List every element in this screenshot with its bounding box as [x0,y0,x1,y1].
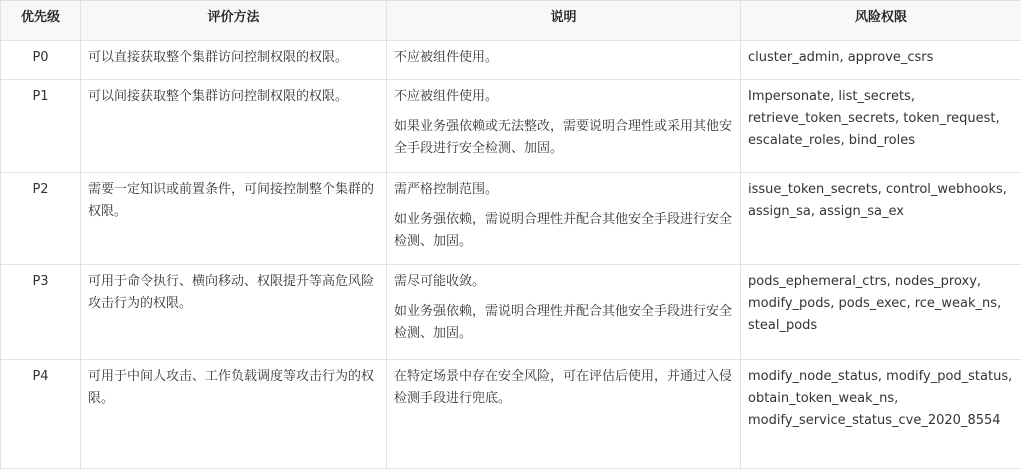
method-cell: 可用于中间人攻击、工作负载调度等攻击行为的权限。 [81,360,387,469]
description-cell [387,173,741,265]
priority-cell: P4 [1,360,81,469]
description-cell [387,265,741,360]
permissions-cell: issue_token_secrets, control_webhooks, assign_sa, assign_sa_ex [741,173,1021,265]
header-permissions: 风险权限 [741,1,1021,41]
description-line: 需严格控制范围。 [394,182,499,197]
description-cell [387,41,741,80]
method-cell: 可以间接获取整个集群访问控制权限的权限。 [81,80,387,173]
table-row [1,80,1021,173]
description-cell [387,360,741,469]
priority-cell: P2 [1,173,81,265]
permissions-cell: pods_ephemeral_ctrs, nodes_proxy, modify_pods, pods_exec, rce_weak_ns, steal_pods [741,265,1021,360]
table-row [1,360,1021,469]
priority-cell: P1 [1,80,81,173]
header-method: 评价方法 [81,1,387,41]
table-row [1,41,1021,80]
method-cell: 需要一定知识或前置条件，可间接控制整个集群的权限。 [81,173,387,265]
permissions-cell: modify_node_status, modify_pod_status, obtain_token_weak_ns, modify_service_status_cve_2020_8554 [741,360,1021,469]
table-header-row [1,1,1021,41]
header-description: 说明 [387,1,741,41]
description-line: 在特定场景中存在安全风险，可在评估后使用，并通过入侵检测手段进行兜底。 [394,369,733,406]
table-row [1,173,1021,265]
method-cell: 可用于命令执行、横向移动、权限提升等高危风险攻击行为的权限。 [81,265,387,360]
description-cell [387,80,741,173]
permissions-cell: Impersonate, list_secrets, retrieve_token_secrets, token_request, escalate_roles, bind_roles [741,80,1021,173]
description-line: 不应被组件使用。 [394,50,499,65]
priority-cell: P3 [1,265,81,360]
priority-cell: P0 [1,41,81,80]
header-priority: 优先级 [1,1,81,41]
description-line: 需尽可能收敛。 [394,274,486,289]
description-line: 如业务强依赖，需说明合理性并配合其他安全手段进行安全检测、加固。 [394,304,733,341]
permissions-cell: cluster_admin, approve_csrs [741,41,1021,80]
table-row [1,265,1021,360]
description-line: 如业务强依赖，需说明合理性并配合其他安全手段进行安全检测、加固。 [394,212,733,249]
description-line: 不应被组件使用。 [394,89,499,104]
method-cell: 可以直接获取整个集群访问控制权限的权限。 [81,41,387,80]
description-line: 如果业务强依赖或无法整改，需要说明合理性或采用其他安全手段进行安全检测、加固。 [394,119,733,156]
